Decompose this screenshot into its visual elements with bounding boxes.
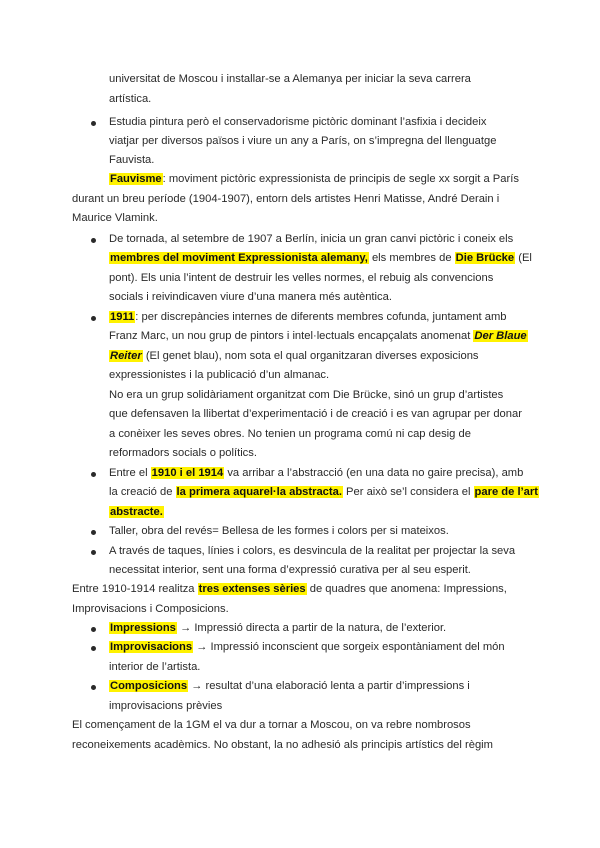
text-line: De tornada, al setembre de 1907 a Berlín, inicia un gran canvi pictòric i coneix els bbox=[109, 233, 514, 245]
text-line: membres del moviment Expressionista alemany, els membres de Die Brücke (El bbox=[110, 252, 532, 264]
bullet-dot bbox=[91, 530, 96, 535]
text-line: pont). Els unia l’intent de destruir les velles normes, el rebuig als convencions bbox=[109, 272, 494, 284]
highlight-term: Composicions bbox=[110, 680, 188, 692]
highlight-term: abstracte. bbox=[110, 506, 163, 518]
highlight-term: Der Blaue bbox=[474, 330, 527, 342]
text-line: reconeixements acadèmics. No obstant, la no adhesió als principis artístics del règim bbox=[72, 739, 493, 751]
highlight-term: 1911 bbox=[110, 311, 135, 323]
bullet-dot bbox=[91, 646, 96, 651]
text-line: Composicions → resultat d’una elaboració lenta a partir d’impressions i bbox=[110, 680, 470, 692]
bullet-dot bbox=[91, 627, 96, 632]
text-line: socials i reivindicaven viure d’una manera més autèntica. bbox=[109, 291, 392, 303]
text-line: Reiter (El genet blau), nom sota el qual organitzaran diverses exposicions bbox=[110, 350, 479, 362]
highlight-term: Die Brücke bbox=[455, 252, 515, 264]
text-line: improvisacions prèvies bbox=[109, 700, 223, 712]
highlight-term: membres del moviment Expressionista alemany, bbox=[110, 252, 368, 264]
bullet-dot bbox=[91, 550, 96, 555]
text-line: necessitat interior, sent una forma d’expressió curativa per al seu esperit. bbox=[109, 564, 471, 576]
text-line: expressionistes i la publicació d’un almanac. bbox=[109, 369, 330, 381]
bullet-dot bbox=[91, 238, 96, 243]
text-line: universitat de Moscou i installar-se a Alemanya per iniciar la seva carrera bbox=[109, 73, 471, 85]
text-line: Taller, obra del revés= Bellesa de les formes i colors per si mateixos. bbox=[109, 525, 449, 537]
text-line: Franz Marc, un nou grup de pintors i intel·lectuals encapçalats anomenat Der Blaue bbox=[109, 330, 527, 342]
text-line: la creació de la primera aquarel·la abstracta. Per això se’l considera el pare de l’art bbox=[109, 486, 538, 498]
text-line: Estudia pintura però el conservadorisme pictòric dominant l’asfixia i decideix bbox=[109, 116, 487, 128]
bullet-dot bbox=[91, 316, 96, 321]
text-line: A través de taques, línies i colors, es desvincula de la realitat per projectar la seva bbox=[109, 545, 516, 557]
highlight-term: la primera aquarel·la abstracta. bbox=[176, 486, 342, 498]
text-line: durant un breu període (1904-1907), entorn dels artistes Henri Matisse, André Derain i bbox=[72, 193, 500, 205]
highlight-term: Fauvisme bbox=[110, 173, 162, 185]
text-line: No era un grup solidàriament organitzat com Die Brücke, sinó un grup d’artistes bbox=[109, 389, 504, 401]
highlight-term: 1910 i el 1914 bbox=[151, 467, 224, 479]
text-line: viatjar per diversos països i viure un any a París, on s’impregna del llenguatge bbox=[109, 135, 497, 147]
highlight-term: Impressions bbox=[110, 622, 176, 634]
text-line: Improvisacions → Impressió inconscient que sorgeix espontàniament del món bbox=[110, 641, 505, 653]
text-line bbox=[109, 505, 164, 519]
bullet-dot bbox=[91, 472, 96, 477]
text-line: Improvisacions i Composicions. bbox=[72, 603, 229, 615]
text-line: El començament de la 1GM el va dur a tornar a Moscou, on va rebre nombrosos bbox=[72, 719, 471, 731]
text-line: a conèixer les seves obres. No tenien un programa comú ni cap desig de bbox=[109, 428, 471, 440]
text-line: Impressions → Impressió directa a partir de la natura, de l’exterior. bbox=[110, 622, 447, 634]
text-line: Fauvista. bbox=[109, 154, 155, 166]
highlight-term: Reiter bbox=[110, 350, 142, 362]
highlight-term: pare de l’art bbox=[474, 486, 538, 498]
bullet-dot bbox=[91, 121, 96, 126]
highlight-term: Improvisacions bbox=[110, 641, 193, 653]
text-line: reformadors socials o polítics. bbox=[109, 447, 257, 459]
highlight-term: tres extenses sèries bbox=[198, 583, 306, 595]
text-line: Maurice Vlamink. bbox=[72, 212, 158, 224]
text-line: que defensaven la llibertat d’experimentació i de creació i es van agrupar per donar bbox=[109, 408, 522, 420]
text-line: interior de l’artista. bbox=[109, 661, 201, 673]
text-line: Entre 1910-1914 realitza tres extenses sèries de quadres que anomena: Impressions, bbox=[72, 583, 507, 595]
text-line: artística. bbox=[109, 93, 152, 105]
text-line: Fauvisme: moviment pictòric expressionista de principis de segle xx sorgit a París bbox=[110, 173, 519, 185]
text-line: Entre el 1910 i el 1914 va arribar a l’abstracció (en una data no gaire precisa), amb bbox=[109, 467, 524, 479]
bullet-dot bbox=[91, 685, 96, 690]
text-line: 1911: per discrepàncies internes de diferents membres cofunda, juntament amb bbox=[110, 311, 507, 323]
